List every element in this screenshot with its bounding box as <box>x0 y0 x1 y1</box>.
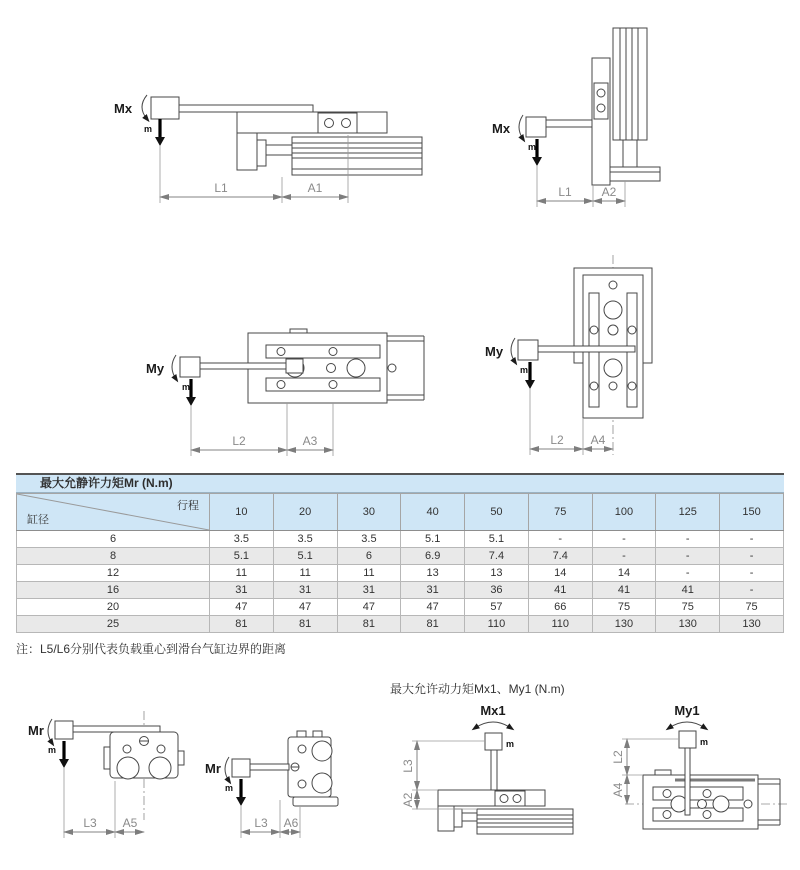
value-cell: 81 <box>337 616 401 633</box>
value-cell: 6 <box>337 548 401 565</box>
load-rod <box>685 748 690 815</box>
column-header: 50 <box>465 494 529 531</box>
value-cell: - <box>720 548 784 565</box>
moment-label: My1 <box>674 703 700 718</box>
section2-title: 最大允许动力矩Mx1、My1 (N.m) <box>390 682 565 696</box>
slide-cylinder-drawing <box>438 750 573 834</box>
value-cell: 5.1 <box>210 548 274 565</box>
moment-label: My <box>146 361 165 376</box>
moment-label: My <box>485 344 504 359</box>
value-cell: 66 <box>528 599 592 616</box>
value-cell: 75 <box>656 599 720 616</box>
stroke-header-label: 行程 <box>177 500 199 512</box>
value-cell: 75 <box>592 599 656 616</box>
value-cell: 47 <box>273 599 337 616</box>
column-header: 10 <box>210 494 274 531</box>
slide-cylinder-drawing <box>643 748 780 829</box>
value-cell: 130 <box>656 616 720 633</box>
value-cell: 31 <box>337 582 401 599</box>
value-cell: - <box>656 531 720 548</box>
column-header: 30 <box>337 494 401 531</box>
column-header: 150 <box>720 494 784 531</box>
mass-arrow-icon <box>155 119 165 146</box>
diagram-my-top-view <box>140 300 425 460</box>
mass-label: m <box>506 739 515 749</box>
value-cell: 3.5 <box>273 531 337 548</box>
column-header: 125 <box>656 494 720 531</box>
value-cell: 14 <box>528 565 592 582</box>
value-cell: 81 <box>210 616 274 633</box>
value-cell: 110 <box>528 616 592 633</box>
value-cell: 75 <box>720 599 784 616</box>
column-header: 40 <box>401 494 465 531</box>
value-cell: 6.9 <box>401 548 465 565</box>
dim-label: L3 <box>401 759 415 773</box>
value-cell: 47 <box>401 599 465 616</box>
value-cell: 81 <box>401 616 465 633</box>
mass-label: m <box>144 124 153 134</box>
dim-label: L2 <box>550 433 564 447</box>
load-rod <box>538 346 635 352</box>
diagram-my1-view <box>611 703 795 853</box>
table-row <box>17 548 784 565</box>
load-block <box>232 759 250 777</box>
mass-arrow-icon <box>59 741 69 768</box>
load-block <box>151 97 179 119</box>
slide-cylinder-drawing <box>250 731 338 806</box>
dim-label: L2 <box>611 750 625 764</box>
load-rod <box>200 363 286 369</box>
diagram-mx-side-view <box>100 85 440 220</box>
moment-arrow-icon <box>669 722 705 728</box>
bore-header-label: 缸径 <box>27 514 49 526</box>
moment-spec-table <box>16 493 784 633</box>
load-block <box>526 117 546 137</box>
table-row <box>17 582 784 599</box>
moment-label: Mx <box>114 101 133 116</box>
value-cell: - <box>720 565 784 582</box>
mass-label: m <box>528 142 537 152</box>
mass-label: m <box>700 737 709 747</box>
diagram-mr-end-view <box>20 705 195 845</box>
value-cell: - <box>528 531 592 548</box>
dim-label: A5 <box>122 816 138 830</box>
moment-arrow-icon <box>475 722 511 728</box>
mass-arrow-icon <box>236 779 246 806</box>
slide-cylinder-drawing <box>179 105 422 175</box>
slide-cylinder-drawing <box>538 268 652 418</box>
diagram-my-vertical-view <box>485 255 685 465</box>
value-cell: 110 <box>465 616 529 633</box>
table-row <box>17 599 784 616</box>
value-cell: - <box>720 582 784 599</box>
moment-label: Mr <box>205 761 221 776</box>
load-block <box>679 731 696 748</box>
bore-cell: 8 <box>17 548 210 565</box>
value-cell: 31 <box>401 582 465 599</box>
value-cell: 11 <box>210 565 274 582</box>
value-cell: 31 <box>273 582 337 599</box>
column-header: 100 <box>592 494 656 531</box>
table-row <box>17 616 784 633</box>
dimension-lines <box>191 403 333 456</box>
load-rod <box>546 120 592 127</box>
dim-label: A3 <box>302 434 318 448</box>
dim-label: L1 <box>558 185 572 199</box>
value-cell: 5.1 <box>401 531 465 548</box>
load-block <box>485 733 502 750</box>
moment-arrow-icon <box>48 719 52 743</box>
value-cell: - <box>592 548 656 565</box>
bore-cell: 25 <box>17 616 210 633</box>
value-cell: 41 <box>592 582 656 599</box>
mass-label: m <box>182 382 191 392</box>
dim-label: A2 <box>601 185 617 199</box>
slide-cylinder-drawing <box>200 329 424 403</box>
table-row <box>17 531 784 548</box>
bore-cell: 12 <box>17 565 210 582</box>
mass-label: m <box>520 365 529 375</box>
value-cell: 130 <box>720 616 784 633</box>
moment-label: Mx <box>492 121 511 136</box>
value-cell: 11 <box>337 565 401 582</box>
value-cell: 81 <box>273 616 337 633</box>
value-cell: - <box>656 548 720 565</box>
moment-arrow-icon <box>172 355 176 379</box>
value-cell: 13 <box>401 565 465 582</box>
value-cell: 130 <box>592 616 656 633</box>
moment-label: Mx1 <box>480 703 506 718</box>
dim-label: A4 <box>590 433 606 447</box>
diagram-mx1-view <box>401 703 590 853</box>
table-title: 最大允静许力矩Mr (N.m) <box>16 473 784 493</box>
dim-label: A2 <box>401 792 415 808</box>
mass-label: m <box>225 783 234 793</box>
dim-label: L1 <box>214 181 228 195</box>
value-cell: 7.4 <box>465 548 529 565</box>
load-block <box>180 357 200 377</box>
dim-label: L3 <box>254 816 268 830</box>
load-block <box>55 721 73 739</box>
corner-header-cell <box>17 494 210 531</box>
value-cell: 14 <box>592 565 656 582</box>
slide-cylinder-drawing <box>546 28 660 185</box>
moment-arrow-icon <box>142 95 147 119</box>
value-cell: - <box>720 531 784 548</box>
moment-arrow-icon <box>519 115 523 139</box>
dimension-lines <box>241 800 300 838</box>
bore-cell: 16 <box>17 582 210 599</box>
dim-label: L2 <box>232 434 246 448</box>
bore-cell: 6 <box>17 531 210 548</box>
load-block <box>518 340 538 360</box>
dim-label: A4 <box>611 782 625 798</box>
value-cell: 7.4 <box>528 548 592 565</box>
slide-cylinder-drawing <box>73 726 184 779</box>
column-header: 75 <box>528 494 592 531</box>
footnote: 注：L5/L6分别代表负载重心到滑台气缸边界的距离 <box>16 642 287 656</box>
value-cell: 47 <box>337 599 401 616</box>
bore-cell: 20 <box>17 599 210 616</box>
value-cell: 57 <box>465 599 529 616</box>
value-cell: 5.1 <box>273 548 337 565</box>
value-cell: 41 <box>528 582 592 599</box>
load-rod <box>491 750 497 790</box>
value-cell: - <box>592 531 656 548</box>
dim-label: A6 <box>283 816 299 830</box>
value-cell: 31 <box>210 582 274 599</box>
mass-label: m <box>48 745 57 755</box>
moment-arrow-icon <box>511 338 515 362</box>
dim-label: L3 <box>83 816 97 830</box>
diagram-mr-rotated-end-view <box>205 705 375 845</box>
value-cell: 41 <box>656 582 720 599</box>
value-cell: 47 <box>210 599 274 616</box>
value-cell: 3.5 <box>210 531 274 548</box>
load-rod <box>73 726 160 732</box>
table-header-row <box>17 494 784 531</box>
value-cell: 5.1 <box>465 531 529 548</box>
dim-label: A1 <box>307 181 323 195</box>
value-cell: - <box>656 565 720 582</box>
load-rod <box>250 764 289 770</box>
value-cell: 13 <box>465 565 529 582</box>
moment-label: Mr <box>28 723 44 738</box>
table-row <box>17 565 784 582</box>
column-header: 20 <box>273 494 337 531</box>
load-rod <box>179 105 313 112</box>
value-cell: 3.5 <box>337 531 401 548</box>
value-cell: 36 <box>465 582 529 599</box>
value-cell: 11 <box>273 565 337 582</box>
diagram-mx-vertical-view <box>490 15 685 215</box>
moment-arrow-icon <box>225 757 229 781</box>
